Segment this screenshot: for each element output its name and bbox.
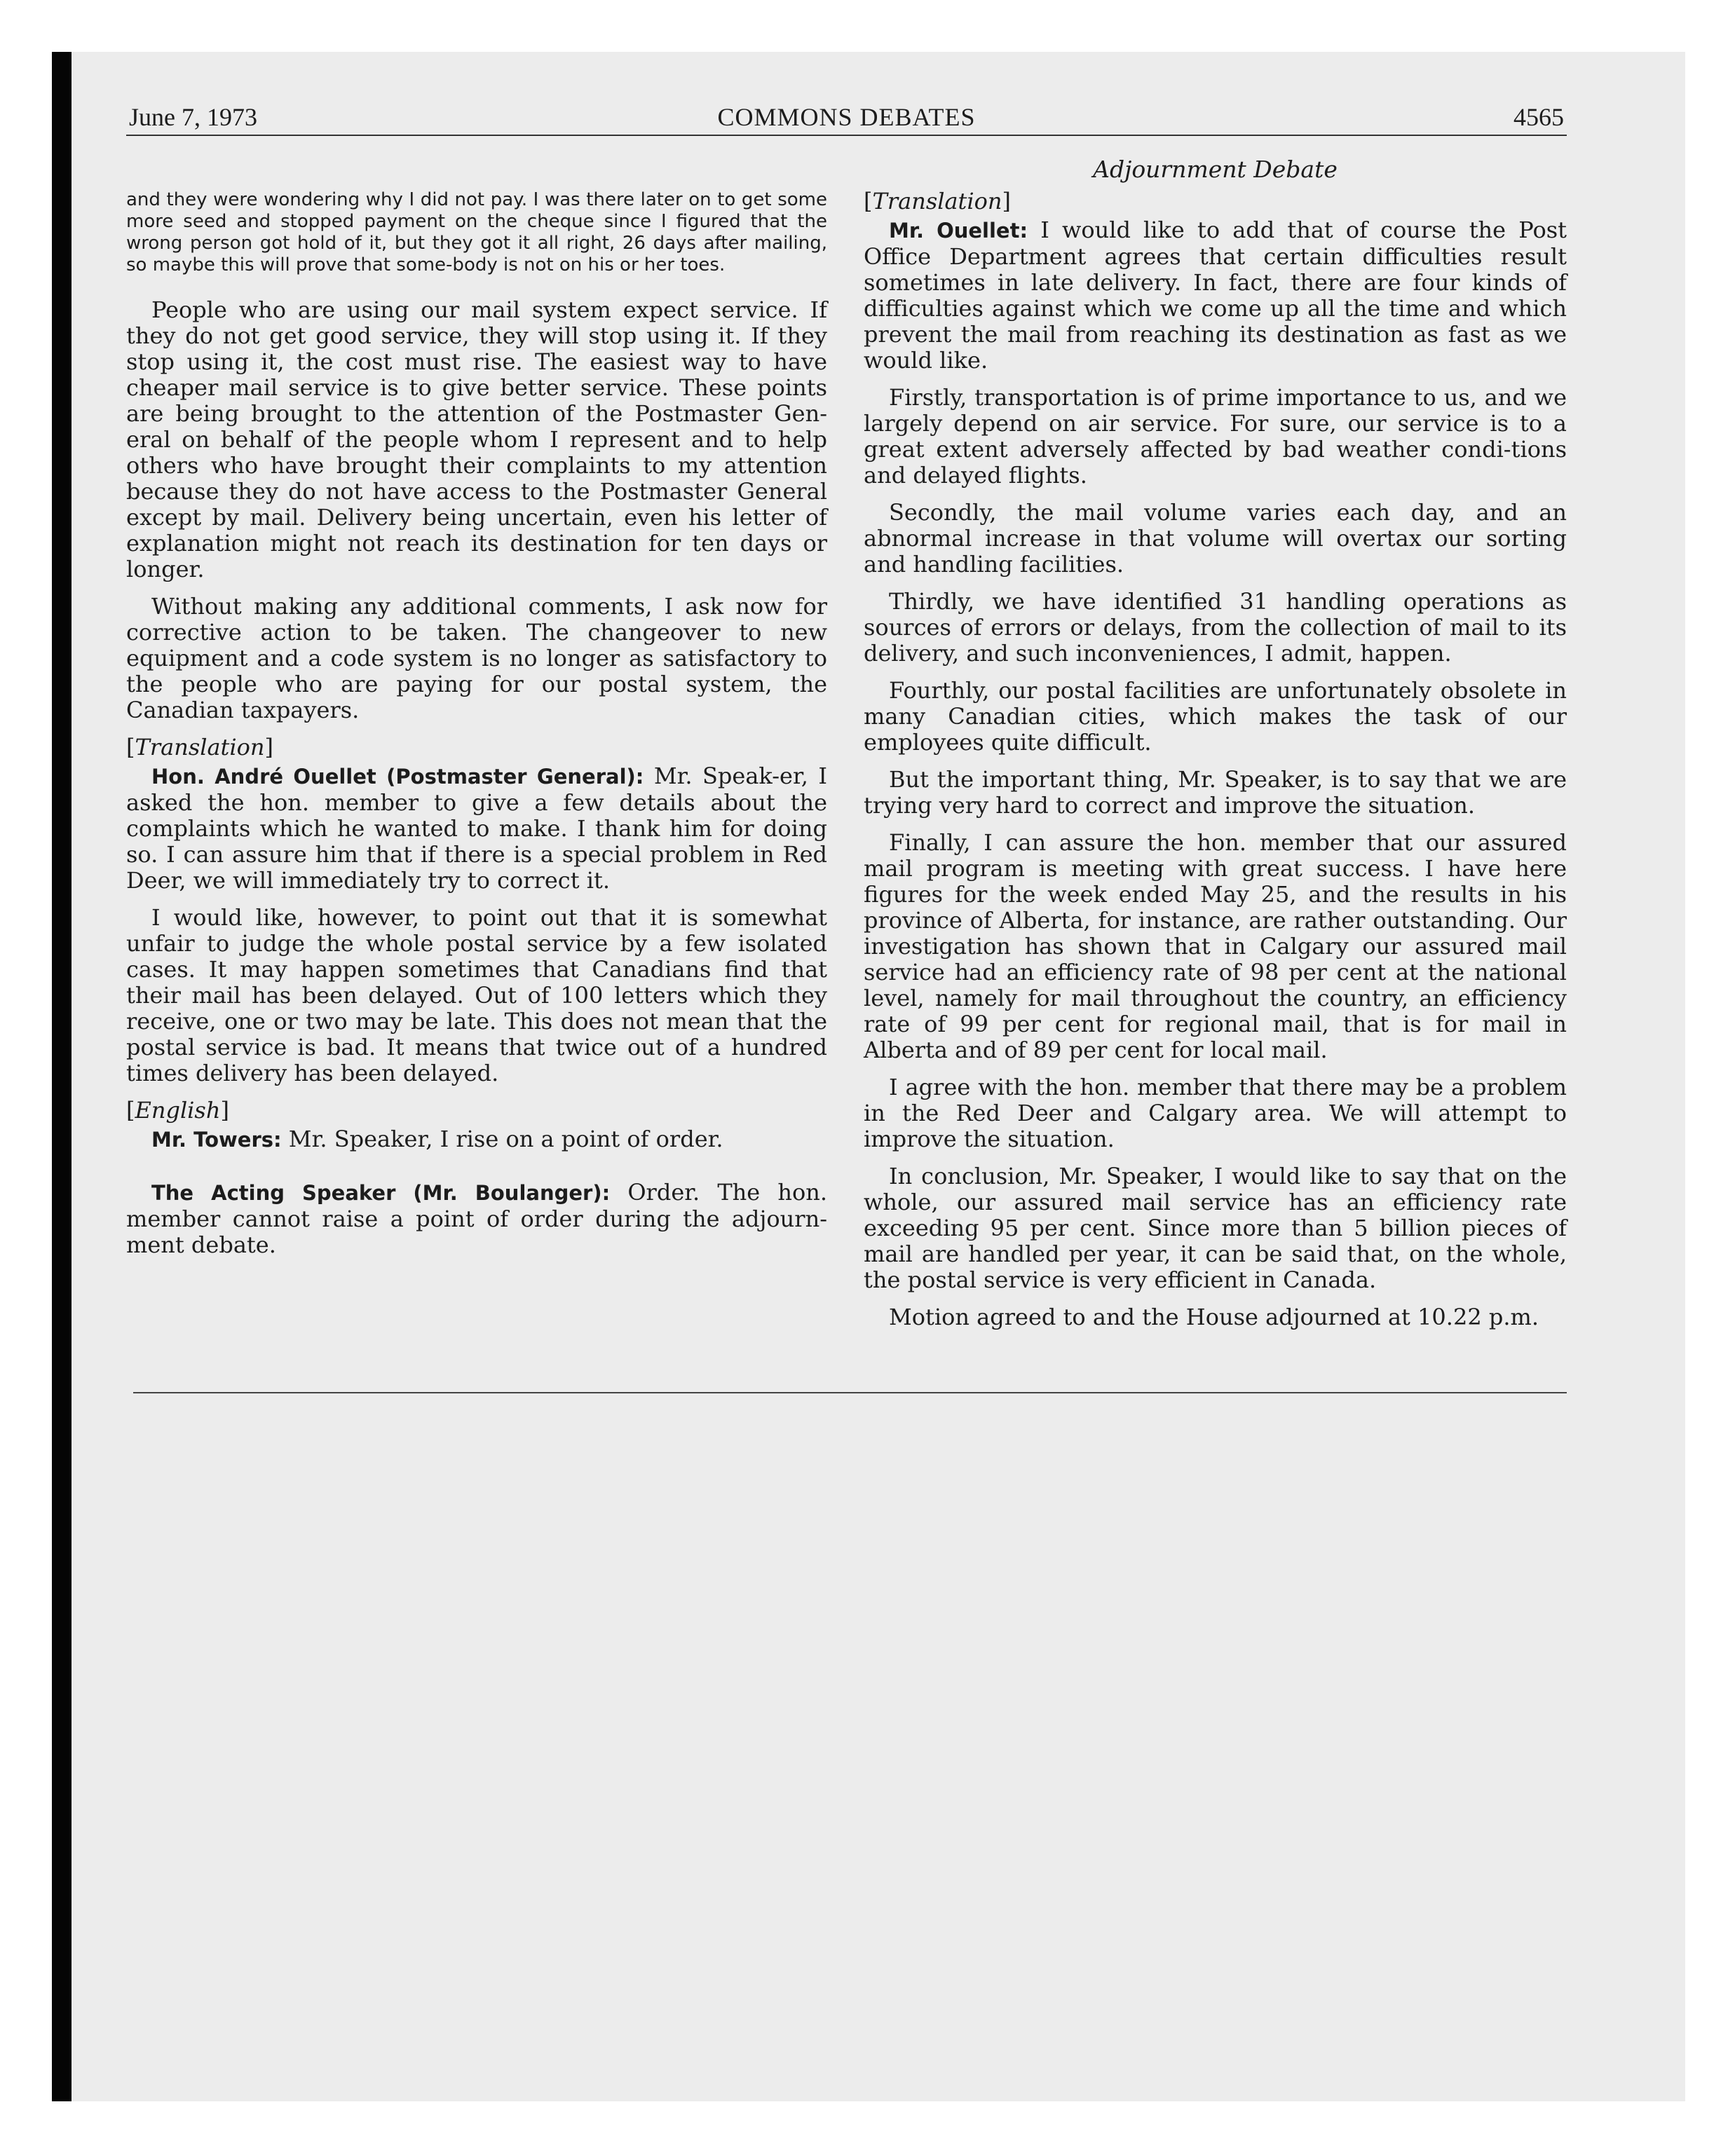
spacer	[126, 1164, 827, 1180]
running-head: Adjournment Debate	[1093, 156, 1338, 183]
closing-motion: Motion agreed to and the House adjourned at 10.22 p.m.	[889, 1304, 1539, 1330]
language-label: Translation	[135, 734, 265, 760]
speaker-name: The Acting Speaker (Mr. Boulanger):	[151, 1181, 611, 1205]
paragraph: Without making any additional comments, I ask now for corrective action to be taken. The changeover to new equipment and a code system is no longer as satisfactory to the people who are paying for our postal system, the Canadian taxpayers.	[126, 593, 827, 723]
speech-text: Mr. Speaker, I rise on a point of order.	[288, 1126, 723, 1152]
header-date: June 7, 1973	[129, 103, 257, 131]
speaker-name: Hon. André Ouellet (Postmaster General):	[151, 765, 644, 789]
speech-text: I would like to add that of course the Post Office Department agrees that certain difficulties result sometimes in late delivery. In fact, there are four kinds of difficulties against which we come up all the time and which prevent the mail from reaching its destination as fast as we would like.	[864, 217, 1567, 374]
speech	[126, 1126, 827, 1153]
speech-text: Mr. Speak-er, I asked the hon. member to give a few details about the complaints which he wanted to make. I thank him for doing so. I can assure him that if there is a special problem in Red Deer, we will immediately try to correct it.	[126, 763, 828, 894]
speech	[864, 217, 1567, 374]
header-title: COMMONS DEBATES	[717, 103, 976, 131]
paragraph: I agree with the hon. member that there may be a problem in the Red Deer and Calgary area. We will attempt to improve the situation.	[864, 1074, 1567, 1152]
right-column	[864, 156, 1567, 1342]
paragraph: Secondly, the mail volume varies each day, and an abnormal increase in that volume will overtax our sorting and handling facilities.	[864, 499, 1567, 578]
binding-edge	[52, 52, 72, 2101]
language-note: [Translation]	[864, 188, 1011, 214]
header-page-number: 4565	[1513, 103, 1564, 131]
paragraph: Finally, I can assure the hon. member that our assured mail program is meeting with great success. I have here figures for the week ended May 25, and the results in his province of Alberta, for instance, are rather outstanding. Our investigation has shown that in Calgary our assured mail service had an efficiency rate of 98 per cent at the national level, namely for mail throughout the country, an efficiency rate of 99 per cent for regional mail, that is for mail in Alberta and of 89 per cent for local mail.	[864, 829, 1567, 1063]
speech	[126, 763, 827, 894]
speaker-name: Mr. Ouellet:	[889, 219, 1028, 243]
paragraph: Fourthly, our postal facilities are unfortunately obsolete in many Canadian cities, which makes the task of our employees quite difficult.	[864, 677, 1567, 756]
speaker-name: Mr. Towers:	[151, 1128, 282, 1152]
quoted-letter: and they were wondering why I did not pay. I was there later on to get some more seed and stopped payment on the cheque since I figured that the wrong person got hold of it, but they got it all right, 26 days after mailing, so maybe this will prove that some-body is not on his or her toes.	[126, 189, 827, 275]
paragraph: But the important thing, Mr. Speaker, is to say that we are trying very hard to correct and improve the situation.	[864, 766, 1567, 819]
speech	[126, 1180, 827, 1258]
language-label: English	[135, 1097, 221, 1124]
paragraph: People who are using our mail system expect service. If they do not get good service, they will stop using it. If they stop using it, the cost must rise. The easiest way to have cheaper mail service is to give better service. These points are being brought to the attention of the Postmaster Gen-eral on behalf of the people whom I represent and to help others who have brought their complaints to my attention because they do not have access to the Postmaster General except by mail. Delivery being uncertain, even his letter of explanation might not reach its destination for ten days or longer.	[126, 296, 827, 582]
paragraph: In conclusion, Mr. Speaker, I would like to say that on the whole, our assured mail service has an efficiency rate exceeding 95 per cent. Since more than 5 billion pieces of mail are handled per year, it can be said that, on the whole, the postal service is very efficient in Canada.	[864, 1163, 1567, 1293]
page-header	[126, 93, 1567, 136]
paragraph: I would like, however, to point out that it is somewhat unfair to judge the whole postal service by a few isolated cases. It may happen sometimes that Canadians find that their mail has been delayed. Out of 100 letters which they receive, one or two may be late. This does not mean that the postal service is bad. It means that twice out of a hundred times delivery has been delayed.	[126, 904, 827, 1086]
language-note: [English]	[126, 1097, 229, 1124]
paragraph: Firstly, transportation is of prime importance to us, and we largely depend on air service. For sure, our service is to a great extent adversely affected by bad weather condi-tions and delayed flights.	[864, 384, 1567, 489]
left-column	[126, 161, 827, 1269]
language-note: [Translation]	[126, 734, 273, 760]
speech-text: Order. The hon. member cannot raise a point of order during the adjourn-ment debate.	[126, 1179, 828, 1258]
paragraph: Thirdly, we have identified 31 handling operations as sources of errors or delays, from the collection of mail to its delivery, and such inconveniences, I admit, happen.	[864, 588, 1567, 667]
end-rule	[133, 1392, 1567, 1393]
language-label: Translation	[872, 188, 1002, 214]
